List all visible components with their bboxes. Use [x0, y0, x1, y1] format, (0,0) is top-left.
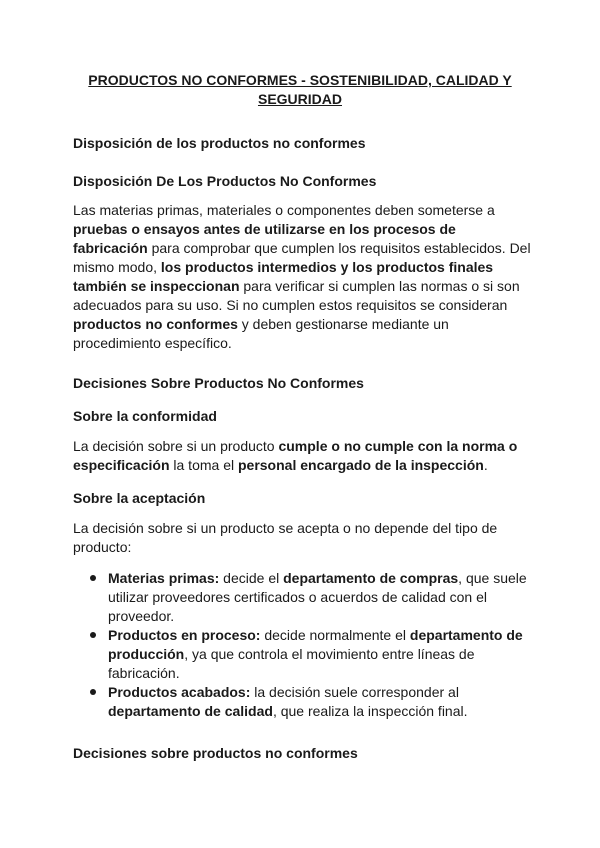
bullet-icon [90, 632, 96, 638]
subsection-heading-aceptacion: Sobre la aceptación [73, 490, 206, 506]
emphasis: departamento de producción [108, 627, 523, 662]
text: para verificar si cumplen las normas o si son adecuados para su uso. Si no cumplen estos requisitos se consideran [73, 278, 520, 313]
paragraph-conformidad [73, 437, 533, 475]
text: , ya que controla el movimiento entre líneas de fabricación. [108, 646, 475, 681]
bullet-icon [90, 575, 96, 581]
bullet-list [90, 569, 530, 721]
text: La decisión sobre si un producto [73, 438, 279, 454]
emphasis: cumple o no cumple con la norma o especificación [73, 438, 518, 473]
text: decide normalmente el [260, 627, 410, 643]
bullet-icon [90, 689, 96, 695]
paragraph-disposicion [73, 201, 533, 353]
text: la toma el [169, 457, 238, 473]
subsection-heading-disposicion: Disposición De Los Productos No Conformes [73, 173, 377, 189]
text: . [483, 457, 488, 473]
emphasis: Materias primas: [108, 570, 220, 586]
text: Las materias primas, materiales o componentes deben someterse a [73, 202, 495, 218]
emphasis: Productos acabados: [108, 684, 251, 700]
text: , que suele utilizar proveedores certificados o acuerdos de calidad con el proveedor. [108, 570, 527, 624]
text: decide el [219, 570, 284, 586]
text: , que realiza la inspección final. [272, 703, 468, 719]
document-title: PRODUCTOS NO CONFORMES - SOSTENIBILIDAD, CALIDAD Y SEGURIDAD [88, 72, 512, 107]
section-heading-disposicion: Disposición de los productos no conformes [73, 135, 366, 151]
emphasis: departamento de calidad [108, 703, 273, 719]
text: para comprobar que cumplen los requisitos establecidos. Del mismo modo, [73, 240, 531, 275]
subsection-heading-conformidad: Sobre la conformidad [73, 408, 217, 424]
list-item [90, 683, 530, 721]
paragraph-aceptacion: La decisión sobre si un producto se acepta o no depende del tipo de producto: [73, 520, 498, 555]
emphasis: Productos en proceso: [108, 627, 261, 643]
section-heading-decisiones: Decisiones Sobre Productos No Conformes [73, 375, 364, 391]
text: la decisión suele corresponder al [250, 684, 459, 700]
section-heading-decisiones-no-conformes: Decisiones sobre productos no conformes [73, 745, 358, 761]
text: y deben gestionarse mediante un procedimiento específico. [73, 316, 449, 351]
emphasis: departamento de compras [283, 570, 459, 586]
list-item [90, 626, 530, 683]
emphasis: los productos intermedios y los productos finales también se inspeccionan [73, 259, 494, 294]
emphasis: pruebas o ensayos antes de utilizarse en los procesos de fabricación [73, 221, 456, 256]
emphasis: personal encargado de la inspección [237, 457, 484, 473]
emphasis: productos no conformes [73, 316, 238, 332]
list-item [90, 569, 530, 626]
